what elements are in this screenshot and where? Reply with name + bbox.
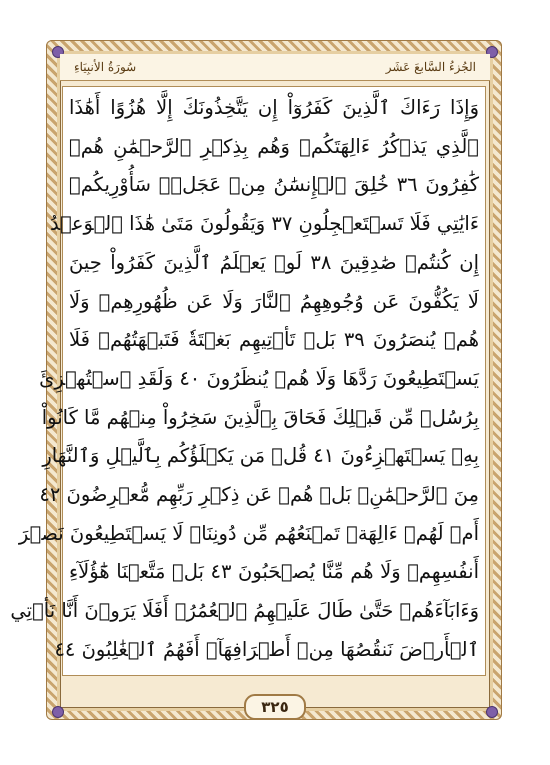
verse-line-3: كَٰفِرُونَ ٣٦ خُلِقَ ٱلۡإِنسَٰنُ مِنۡ عَجَلٖۚ سَأُوْرِيكُمۡ [69,173,480,197]
verse-line-10: بِهِۦ يَسۡتَهۡزِءُونَ ٤١ قُلۡ مَن يَكۡلَؤُكُم بِٱلَّيۡلِ وَٱلنَّهَارِ [42,444,479,468]
page-number-area [0,694,550,718]
verse-line-13: أَنفُسِهِمۡ وَلَا هُم مِّنَّا يُصۡحَبُونَ ٤٣ بَلۡ مَتَّعۡنَا هَٰٓؤُلَآءِ [69,560,479,584]
page-number: ٣٢٥ [244,694,306,720]
verse-line-6: لَا يَكُفُّونَ عَن وُجُوهِهِمُ ٱلنَّارَ وَلَا عَن ظُهُورِهِمۡ وَلَا [69,289,479,313]
verse-line-9: بِرُسُلٖ مِّن قَبۡلِكَ فَحَاقَ بِٱلَّذِينَ سَخِرُواْ مِنۡهُم مَّا كَانُواْ [41,405,479,429]
surah-name: سُورَةُ الأنبِيَاءِ [74,60,137,74]
verse-line-1: وَإِذَا رَءَاكَ ٱلَّذِينَ كَفَرُوٓاْ إِن يَتَّخِذُونَكَ إِلَّا هُزُوًا أَهَٰذَا [69,96,479,119]
verse-line-4: ءَايَٰتِي فَلَا تَسۡتَعۡجِلُونِ ٣٧ وَيَقُولُونَ مَتَىٰ هَٰذَا ٱلۡوَعۡدُ [49,212,479,236]
verse-line-14: وَءَابَآءَهُمۡ حَتَّىٰ طَالَ عَلَيۡهِمُ ٱلۡعُمُرُۗ أَفَلَا يَرَوۡنَ أَنَّا نَأۡتِي [10,599,479,623]
verse-line-2: ٱلَّذِي يَذۡكُرُ ءَالِهَتَكُمۡ وَهُم بِذِكۡرِ ٱلرَّحۡمَٰنِ هُمۡ [69,134,479,158]
verse-line-11: مِنَ ٱلرَّحۡمَٰنِۚ بَلۡ هُمۡ عَن ذِكۡرِ رَبِّهِم مُّعۡرِضُونَ ٤٢ [39,483,479,507]
verse-line-8: يَسۡتَطِيعُونَ رَدَّهَا وَلَا هُمۡ يُنظَرُونَ ٤٠ وَلَقَدِ ٱسۡتُهۡزِئَ [39,366,479,390]
verse-line-7: هُمۡ يُنصَرُونَ ٣٩ بَلۡ تَأۡتِيهِم بَغۡتَةٗ فَتَبۡهَتُهُمۡ فَلَا [69,328,480,352]
quran-text-panel [10,86,486,676]
verse-line-15: ٱلۡأَرۡضَ نَنقُصُهَا مِنۡ أَطۡرَافِهَآۚ أَفَهُمُ ٱلۡغَٰلِبُونَ ٤٤ [54,637,479,661]
verse-line-5: إِن كُنتُمۡ صَٰدِقِينَ ٣٨ لَوۡ يَعۡلَمُ ٱلَّذِينَ كَفَرُواْ حِينَ [69,250,479,274]
verse-line-12: أَمۡ لَهُمۡ ءَالِهَةٞ تَمۡنَعُهُم مِّن دُونِنَاۚ لَا يَسۡتَطِيعُونَ نَصۡرَ [18,521,479,545]
juz-name: الجُزءُ السَّابعَ عَشَر [385,60,476,74]
page-header [60,54,490,81]
